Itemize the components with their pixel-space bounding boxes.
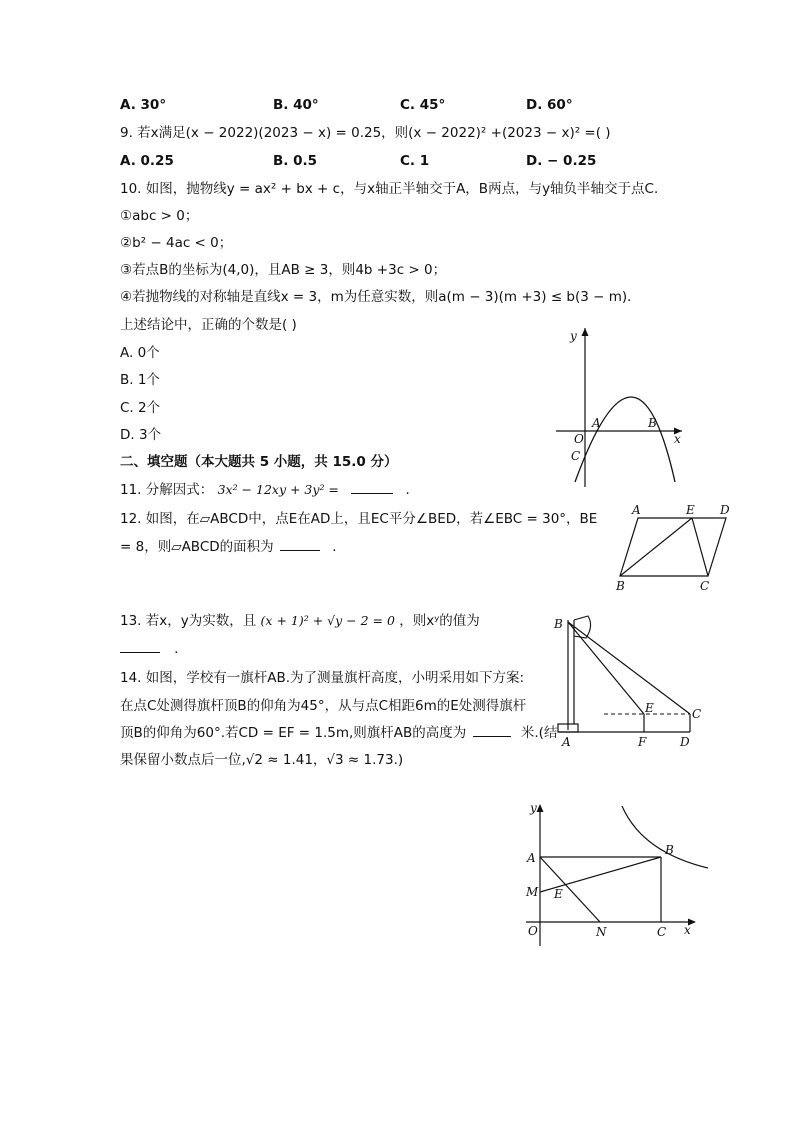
q10-option-d: D. 3个	[120, 427, 162, 443]
fig4-o-label: O	[528, 924, 538, 938]
parallelogram-figure	[610, 500, 740, 592]
section-heading: 二、填空题（本大题共 5 小题，共 15.0 分）	[120, 454, 398, 470]
q10-statement-2: ②b² − 4ac < 0；	[120, 235, 233, 251]
flagpole-c-label: C	[692, 707, 702, 721]
q10-statement-1: ①abc > 0；	[120, 208, 199, 224]
q12-line-2	[120, 538, 346, 556]
q13-text-a: 13. 若x，y为实数，且	[120, 613, 257, 629]
q11-prefix: 11. 分解因式：	[120, 482, 214, 498]
q13-line-2-end: ．	[174, 641, 188, 657]
fig4-e-label: E	[554, 887, 563, 901]
q11-answer-blank[interactable]	[351, 481, 393, 494]
q14-line-2: 在点C处测得旗杆顶B的仰角为45°，从与点C相距6m的E处测得旗杆	[120, 698, 527, 714]
q11-suffix: ．	[405, 482, 420, 498]
q12-line-2-end: ．	[332, 539, 346, 555]
fig4-n-label: N	[596, 925, 607, 939]
q9-option-a: A. 0.25	[120, 153, 174, 169]
q10-option-b: B. 1个	[120, 372, 160, 388]
q11-expression: 3x² − 12xy + 3y² =	[217, 482, 339, 497]
q12-line-1: 12. 如图，在▱ABCD中，点E在AD上，且EC平分∠BED，若∠EBC = 30°，BE	[120, 511, 598, 527]
q8-option-a: A. 30°	[120, 97, 167, 113]
point-a-label: A	[592, 416, 601, 430]
fig4-b-label: B	[665, 843, 674, 857]
point-b-label: B	[648, 416, 657, 430]
q10-stem: 10. 如图，抛物线y = ax² + bx + c，与x轴正半轴交于A，B两点，与y轴负半轴交于点C．	[120, 181, 668, 197]
q14-line-3	[120, 724, 557, 742]
q14-line-3-text: 顶B的仰角为60°.若CD = EF = 1.5m,则旗杆AB的高度为	[120, 725, 467, 741]
q12-answer-blank[interactable]	[280, 538, 320, 551]
q10-question: 上述结论中，正确的个数是( )	[120, 317, 297, 333]
q10-statement-4: ④若抛物线的对称轴是直线x = 3，m为任意实数，则a(m − 3)(m +3) ≤ b(3 − m)．	[120, 289, 641, 305]
fig4-c-label: C	[657, 925, 667, 939]
flagpole-f-label: F	[638, 735, 647, 749]
q13-answer-blank[interactable]	[120, 640, 160, 653]
flagpole-d-label: D	[680, 735, 690, 749]
q14-line-3-end: 米.(结	[520, 725, 558, 741]
q9-option-d: D. − 0.25	[526, 153, 597, 169]
fig4-x-label: x	[684, 923, 691, 937]
vertex-a-label: A	[632, 503, 641, 517]
q10-statement-3: ③若点B的坐标为(4,0)，且AB ≥ 3，则4b +3c > 0；	[120, 262, 447, 278]
q13-line-1	[120, 612, 480, 630]
origin-label: O	[574, 432, 584, 446]
flagpole-a-label: A	[562, 735, 571, 749]
q9-option-b: B. 0.5	[273, 153, 318, 169]
q8-option-c: C. 45°	[400, 97, 446, 113]
x-axis-label: x	[674, 432, 681, 446]
vertex-d-label: D	[720, 503, 730, 517]
q13-expression: (x + 1)² + √y − 2 = 0	[260, 613, 395, 628]
q13-line-2	[120, 640, 188, 658]
q10-option-a: A. 0个	[120, 345, 160, 361]
hyperbola-figure	[518, 798, 708, 950]
q9-stem: 9. 若x满足(x − 2022)(2023 − x) = 0.25，则(x − 2022)² +(2023 − x)² =( )	[120, 125, 611, 141]
flagpole-e-label: E	[645, 701, 654, 715]
y-axis-label: y	[570, 329, 577, 343]
vertex-b-label: B	[616, 579, 625, 592]
q13-text-b: ，则xʸ的值为	[399, 613, 480, 629]
fig4-m-label: M	[526, 885, 539, 899]
q8-option-d: D. 60°	[526, 97, 573, 113]
vertex-e-label: E	[686, 503, 695, 517]
vertex-c-label: C	[700, 579, 710, 592]
flagpole-figure	[552, 612, 712, 750]
q10-option-c: C. 2个	[120, 400, 161, 416]
fig4-y-label: y	[530, 801, 537, 815]
point-c-label: C	[571, 449, 581, 463]
q12-line-2-text: = 8，则▱ABCD的面积为	[120, 539, 274, 555]
fig4-a-label: A	[527, 851, 536, 865]
q14-line-4: 果保留小数点后一位,√2 ≈ 1.41，√3 ≈ 1.73.)	[120, 752, 404, 768]
parabola-figure	[550, 322, 690, 490]
q8-option-b: B. 40°	[273, 97, 319, 113]
q14-answer-blank[interactable]	[473, 724, 511, 737]
q9-option-c: C. 1	[400, 153, 430, 169]
q14-line-1: 14. 如图，学校有一旗杆AB.为了测量旗杆高度，小明采用如下方案:	[120, 670, 525, 686]
q11	[120, 481, 419, 499]
flagpole-b-label: B	[554, 617, 563, 631]
